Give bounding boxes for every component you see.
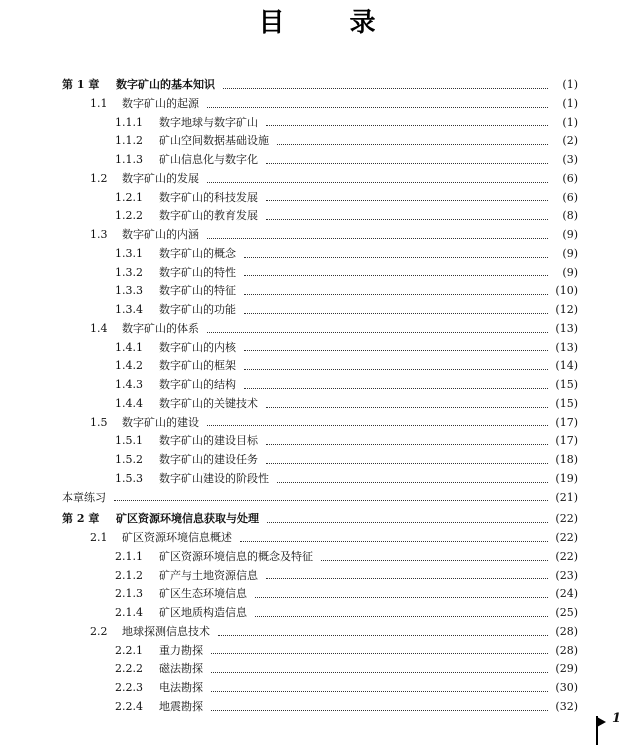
toc-entry-title: 数字矿山的发展 — [122, 171, 199, 185]
toc-leader-dots — [266, 432, 548, 451]
toc-subsection-entry — [0, 679, 634, 698]
toc-subsection-entry — [0, 451, 634, 470]
toc-page-number: (23) — [555, 568, 578, 582]
toc-subsection-entry — [0, 660, 634, 679]
toc-entry-title: 数字矿山的关键技术 — [159, 396, 258, 410]
toc-entry-title: 地震勘探 — [159, 699, 203, 713]
toc-leader-dots — [255, 585, 548, 604]
toc-page-number: (15) — [555, 396, 578, 410]
toc-page-number: (18) — [555, 453, 578, 466]
toc-page-number: (25) — [555, 606, 578, 619]
toc-page-number: (6) — [562, 190, 578, 204]
toc-leader-dots — [266, 189, 548, 208]
toc-page-number: (17) — [555, 434, 578, 448]
toc-page-number: (13) — [555, 321, 578, 335]
toc-leader-dots — [207, 320, 548, 339]
toc-page-number: (9) — [562, 228, 578, 241]
toc-leader-dots — [207, 95, 548, 114]
toc-subsection-entry — [0, 548, 634, 567]
toc-entry-title: 数字矿山的建设任务 — [159, 453, 258, 466]
toc-leader-dots — [211, 660, 548, 679]
toc-page-number: (29) — [555, 662, 578, 676]
toc-entry-title: 数字矿山的结构 — [159, 378, 236, 391]
toc-subsection-entry — [0, 357, 634, 376]
toc-entry-number: 1.4.1 — [115, 340, 143, 354]
toc-leader-dots — [321, 548, 548, 567]
page-corner-marker-icon — [591, 712, 631, 745]
toc-page-number: (21) — [555, 490, 578, 504]
toc-section-entry — [0, 623, 634, 642]
toc-leader-dots — [266, 567, 548, 586]
toc-entry-title: 数字矿山的教育发展 — [159, 209, 258, 223]
toc-leader-dots — [211, 679, 548, 698]
toc-leader-dots — [240, 529, 548, 548]
toc-entry-title: 矿区生态环境信息 — [159, 587, 247, 601]
toc-leader-dots — [266, 114, 548, 133]
toc-entry-title: 矿区资源环境信息概述 — [122, 531, 232, 544]
toc-entry-title: 数字矿山的框架 — [159, 359, 236, 373]
toc-page-number: (22) — [555, 549, 578, 563]
toc-section-entry — [0, 226, 634, 245]
toc-entry-title: 数字矿山的概念 — [159, 246, 236, 260]
toc-entry-number: 第 2 章 — [62, 512, 100, 526]
toc-entry-number: 第 1 章 — [62, 78, 100, 91]
toc-page-number: (1) — [562, 115, 578, 129]
toc-subsection-entry — [0, 339, 634, 358]
toc-leader-dots — [277, 132, 548, 151]
toc-section-entry — [0, 489, 634, 508]
toc-entry-number: 1.1.1 — [115, 115, 143, 129]
toc-page-number: (6) — [562, 171, 578, 185]
toc-page-number: (17) — [555, 415, 578, 429]
toc-leader-dots — [223, 76, 548, 95]
toc-subsection-entry — [0, 642, 634, 661]
toc-entry-number: 1.3.3 — [115, 284, 143, 298]
toc-entry-title: 数字矿山的科技发展 — [159, 190, 258, 204]
toc-leader-dots — [266, 207, 548, 226]
toc-page-number: (24) — [555, 587, 578, 601]
toc-entry-number: 2.1.4 — [115, 606, 143, 619]
toc-leader-dots — [244, 282, 548, 301]
toc-entry-title: 矿山空间数据基础设施 — [159, 134, 269, 148]
toc-entry-number: 2.1.3 — [115, 587, 143, 601]
toc-leader-dots — [244, 357, 548, 376]
toc-page-number: (1) — [562, 96, 578, 110]
toc-entry-number: 1.2.1 — [115, 190, 143, 204]
toc-subsection-entry — [0, 245, 634, 264]
toc-subsection-entry — [0, 282, 634, 301]
toc-page-number: (13) — [555, 340, 578, 354]
toc-subsection-entry — [0, 301, 634, 320]
toc-entry-title: 数字矿山的内核 — [159, 340, 236, 354]
toc-entry-number: 2.2.2 — [115, 662, 143, 676]
toc-page-number: (10) — [555, 284, 578, 298]
toc-leader-dots — [244, 264, 548, 283]
toc-leader-dots — [207, 414, 548, 433]
toc-subsection-entry — [0, 432, 634, 451]
table-of-contents — [0, 76, 634, 717]
toc-entry-number: 1.1.3 — [115, 153, 143, 166]
toc-page-number: (12) — [555, 303, 578, 316]
toc-entry-number: 2.2.4 — [115, 699, 143, 713]
toc-entry-number: 1.3.1 — [115, 246, 143, 260]
page-number: 1 — [612, 711, 622, 726]
toc-subsection-entry — [0, 395, 634, 414]
toc-leader-dots — [207, 170, 548, 189]
toc-subsection-entry — [0, 470, 634, 489]
toc-leader-dots — [211, 698, 548, 717]
toc-entry-number: 1.5.3 — [115, 471, 143, 485]
toc-page-number: (15) — [555, 378, 578, 391]
toc-section-entry — [0, 414, 634, 433]
toc-page-number: (9) — [562, 246, 578, 260]
toc-entry-number: 1.3.2 — [115, 265, 143, 279]
toc-entry-title: 数字矿山的建设目标 — [159, 434, 258, 448]
toc-entry-number: 1.4.4 — [115, 396, 143, 410]
toc-entry-title: 数字矿山的起源 — [122, 96, 199, 110]
toc-page-number: (22) — [555, 531, 578, 544]
toc-leader-dots — [114, 489, 548, 508]
toc-leader-dots — [207, 226, 548, 245]
toc-leader-dots — [244, 301, 548, 320]
toc-subsection-entry — [0, 698, 634, 717]
toc-entry-number: 2.1 — [90, 531, 108, 544]
toc-leader-dots — [211, 642, 548, 661]
toc-entry-number: 2.1.2 — [115, 568, 143, 582]
toc-entry-title: 重力勘探 — [159, 643, 203, 657]
toc-entry-number: 2.1.1 — [115, 549, 143, 563]
toc-entry-number: 1.4.2 — [115, 359, 143, 373]
toc-leader-dots — [244, 245, 548, 264]
toc-entry-number: 1.2 — [90, 171, 108, 185]
toc-entry-number: 1.4.3 — [115, 378, 143, 391]
toc-page-number: (28) — [555, 643, 578, 657]
toc-page-number: (19) — [555, 471, 578, 485]
toc-chapter-entry — [0, 76, 634, 95]
toc-leader-dots — [244, 339, 548, 358]
toc-section-entry — [0, 170, 634, 189]
toc-page-number: (14) — [555, 359, 578, 373]
toc-entry-title: 矿区资源环境信息获取与处理 — [116, 512, 259, 526]
toc-entry-number: 1.3.4 — [115, 303, 143, 316]
toc-entry-title: 数字矿山的功能 — [159, 303, 236, 316]
toc-page-number: (3) — [562, 153, 578, 166]
toc-entry-title: 矿山信息化与数字化 — [159, 153, 258, 166]
toc-page-number: (22) — [555, 512, 578, 526]
toc-subsection-entry — [0, 567, 634, 586]
toc-subsection-entry — [0, 151, 634, 170]
toc-page-number: (30) — [555, 681, 578, 694]
toc-leader-dots — [266, 151, 548, 170]
toc-entry-number: 1.4 — [90, 321, 108, 335]
toc-leader-dots — [266, 451, 548, 470]
toc-page-number: (32) — [555, 699, 578, 713]
toc-entry-number: 1.3 — [90, 228, 108, 241]
toc-section-entry — [0, 95, 634, 114]
toc-page-number: (2) — [562, 134, 578, 148]
toc-leader-dots — [218, 623, 548, 642]
toc-page-number: (28) — [555, 624, 578, 638]
toc-entry-title: 数字地球与数字矿山 — [159, 115, 258, 129]
toc-entry-title: 数字矿山的内涵 — [122, 228, 199, 241]
page-title: 目 录 — [258, 8, 404, 38]
toc-entry-number: 1.2.2 — [115, 209, 143, 223]
toc-entry-title: 矿区地质构造信息 — [159, 606, 247, 619]
toc-entry-title: 数字矿山的特性 — [159, 265, 236, 279]
toc-leader-dots — [277, 470, 548, 489]
toc-subsection-entry — [0, 207, 634, 226]
toc-entry-title: 磁法勘探 — [159, 662, 203, 676]
toc-page-number: (8) — [562, 209, 578, 223]
toc-subsection-entry — [0, 132, 634, 151]
toc-subsection-entry — [0, 114, 634, 133]
toc-subsection-entry — [0, 585, 634, 604]
toc-entry-title: 电法勘探 — [159, 681, 203, 694]
toc-entry-title: 数字矿山的建设 — [122, 415, 199, 429]
toc-subsection-entry — [0, 604, 634, 623]
toc-section-entry — [0, 320, 634, 339]
toc-subsection-entry — [0, 264, 634, 283]
toc-leader-dots — [255, 604, 548, 623]
toc-entry-number: 2.2 — [90, 624, 108, 638]
toc-entry-title: 矿区资源环境信息的概念及特征 — [159, 549, 313, 563]
toc-section-entry — [0, 529, 634, 548]
toc-leader-dots — [267, 510, 548, 529]
toc-entry-title: 数字矿山的特征 — [159, 284, 236, 298]
toc-entry-title: 数字矿山的体系 — [122, 321, 199, 335]
toc-entry-title: 数字矿山的基本知识 — [116, 78, 215, 91]
toc-entry-title: 地球探测信息技术 — [122, 624, 210, 638]
toc-entry-number: 1.1 — [90, 96, 108, 110]
toc-entry-title: 本章练习 — [62, 490, 106, 504]
toc-chapter-entry — [0, 510, 634, 529]
toc-page-number: (9) — [562, 265, 578, 279]
toc-entry-number: 1.5.1 — [115, 434, 143, 448]
toc-entry-number: 1.1.2 — [115, 134, 143, 148]
toc-entry-number: 2.2.3 — [115, 681, 143, 694]
toc-entry-number: 2.2.1 — [115, 643, 143, 657]
toc-page-number: (1) — [562, 78, 578, 91]
toc-leader-dots — [244, 376, 548, 395]
toc-entry-number: 1.5 — [90, 415, 108, 429]
toc-entry-title: 矿产与土地资源信息 — [159, 568, 258, 582]
toc-entry-number: 1.5.2 — [115, 453, 143, 466]
toc-subsection-entry — [0, 376, 634, 395]
toc-entry-title: 数字矿山建设的阶段性 — [159, 471, 269, 485]
toc-leader-dots — [266, 395, 548, 414]
toc-subsection-entry — [0, 189, 634, 208]
